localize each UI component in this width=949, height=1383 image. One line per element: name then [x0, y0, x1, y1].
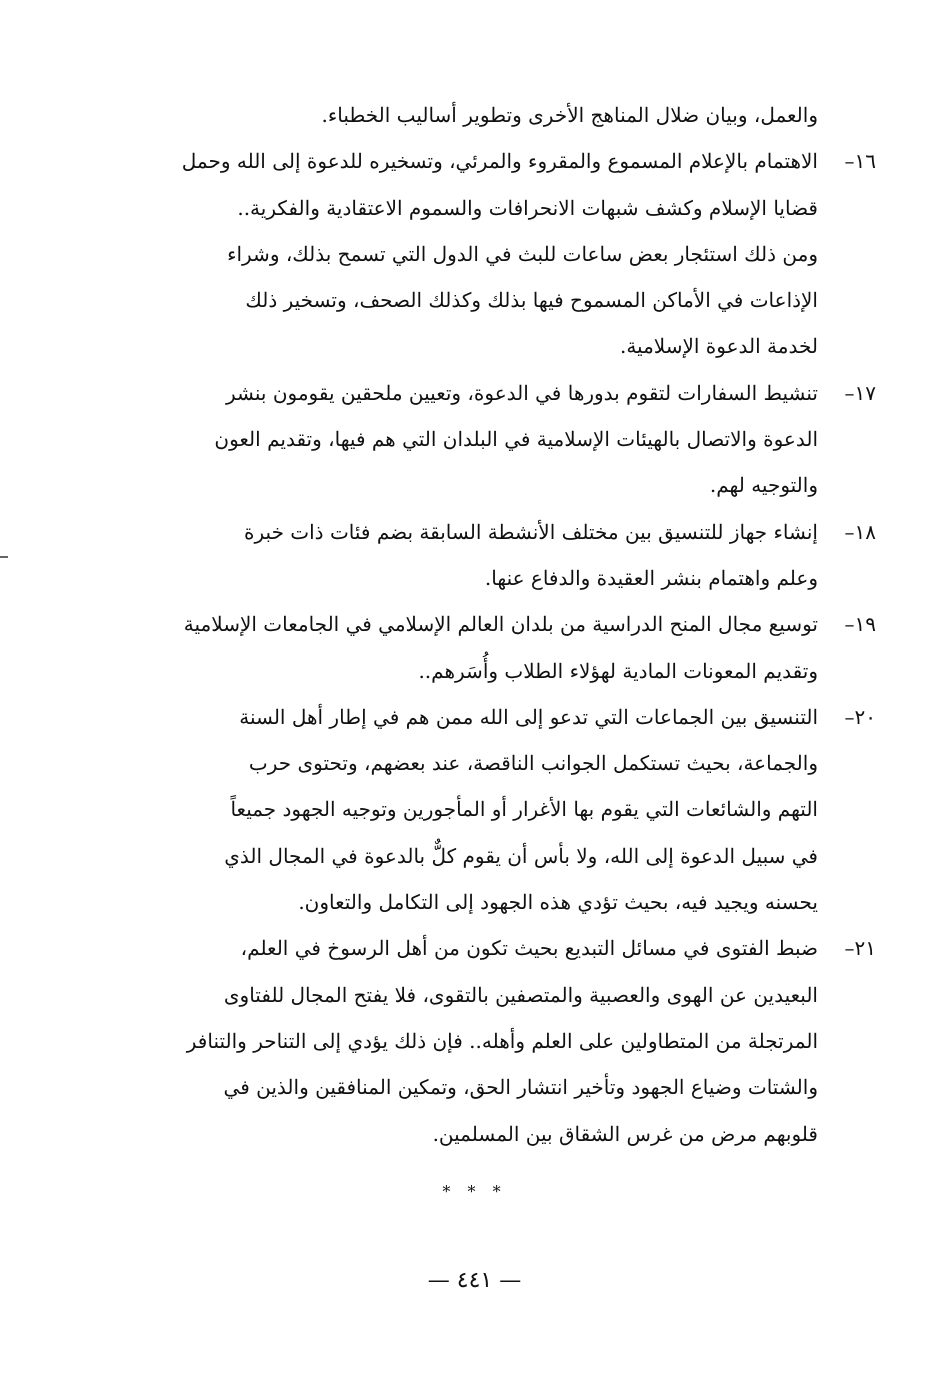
item-line: المرتجلة من المتطاولين على العلم وأهله.. فإن ذلك يؤدي إلى التناحر والتنافر	[186, 1028, 818, 1053]
item-line: التنسيق بين الجماعات التي تدعو إلى الله ممن هم في إطار أهل السنة	[239, 704, 818, 729]
list-item-20	[128, 694, 876, 925]
item-line: الاهتمام بالإعلام المسموع والمقروء والمرئي، وتسخيره للدعوة إلى الله وحمل	[181, 149, 818, 174]
item-number: ١٧–	[844, 380, 876, 405]
item-line: في سبيل الدعوة إلى الله، ولا بأس أن يقوم كلٌّ بالدعوة في المجال الذي	[224, 843, 818, 868]
item-number: ١٩–	[844, 612, 876, 637]
page-number: — ٤٤١ —	[427, 1268, 522, 1293]
item-line: ضبط الفتوى في مسائل التبديع بحيث تكون من أهل الرسوخ في العلم،	[240, 936, 818, 961]
item-line: لخدمة الدعوة الإسلامية.	[619, 334, 818, 359]
item-line: يحسنه ويجيد فيه، بحيث تؤدي هذه الجهود إلى التكامل والتعاون.	[298, 890, 818, 915]
list-item-16	[128, 138, 876, 369]
section-separator: * * *	[442, 1182, 507, 1201]
scan-edge-mark	[0, 556, 8, 558]
item-line: والتوجيه لهم.	[709, 473, 818, 498]
item-line: والشتات وضياع الجهود وتأخير انتشار الحق، وتمكين المنافقين والذين في	[223, 1075, 818, 1100]
list-item-18	[128, 509, 876, 602]
item-number: ٢١–	[844, 936, 876, 961]
page-body	[128, 92, 876, 1157]
item-line: قلوبهم مرض من غرس الشقاق بين المسلمين.	[432, 1121, 818, 1146]
item-line: الإذاعات في الأماكن المسموح فيها بذلك وكذلك الصحف، وتسخير ذلك	[245, 288, 818, 313]
list-item-17	[128, 370, 876, 509]
item-line: الدعوة والاتصال بالهيئات الإسلامية في البلدان التي هم فيها، وتقديم العون	[214, 427, 818, 452]
item-line: وتقديم المعونات المادية لهؤلاء الطلاب وأُسَرهم..	[418, 658, 818, 683]
item-line: البعيدين عن الهوى والعصبية والمتصفين بالتقوى، فلا يفتح المجال للفتاوى	[223, 982, 818, 1007]
item-line: والجماعة، بحيث تستكمل الجوانب الناقصة، عند بعضهم، وتحتوى حرب	[248, 751, 818, 776]
item-number: ٢٠–	[844, 704, 876, 729]
intro-line: والعمل، وبيان ضلال المناهج الأخرى وتطوير أساليب الخطباء.	[321, 103, 818, 127]
item-line: توسيع مجال المنح الدراسية من بلدان العالم الإسلامي في الجامعات الإسلامية	[183, 612, 818, 637]
item-line: قضايا الإسلام وكشف شبهات الانحرافات والسموم الاعتقادية والفكرية..	[237, 195, 818, 220]
item-line: تنشيط السفارات لتقوم بدورها في الدعوة، وتعيين ملحقين يقومون بنشر	[225, 380, 818, 405]
item-number: ١٦–	[844, 149, 876, 174]
item-line: وعلم واهتمام بنشر العقيدة والدفاع عنها.	[484, 565, 818, 590]
list-item-21	[128, 925, 876, 1156]
item-line: التهم والشائعات التي يقوم بها الأغرار أو المأجورين وتوجيه الجهود جميعاً	[230, 797, 818, 822]
list-item-19	[128, 601, 876, 694]
item-line: إنشاء جهاز للتنسيق بين مختلف الأنشطة السابقة بضم فئات ذات خبرة	[244, 519, 818, 544]
item-number: ١٨–	[844, 519, 876, 544]
item-line: ومن ذلك استئجار بعض ساعات للبث في الدول التي تسمح بذلك، وشراء	[227, 241, 818, 266]
